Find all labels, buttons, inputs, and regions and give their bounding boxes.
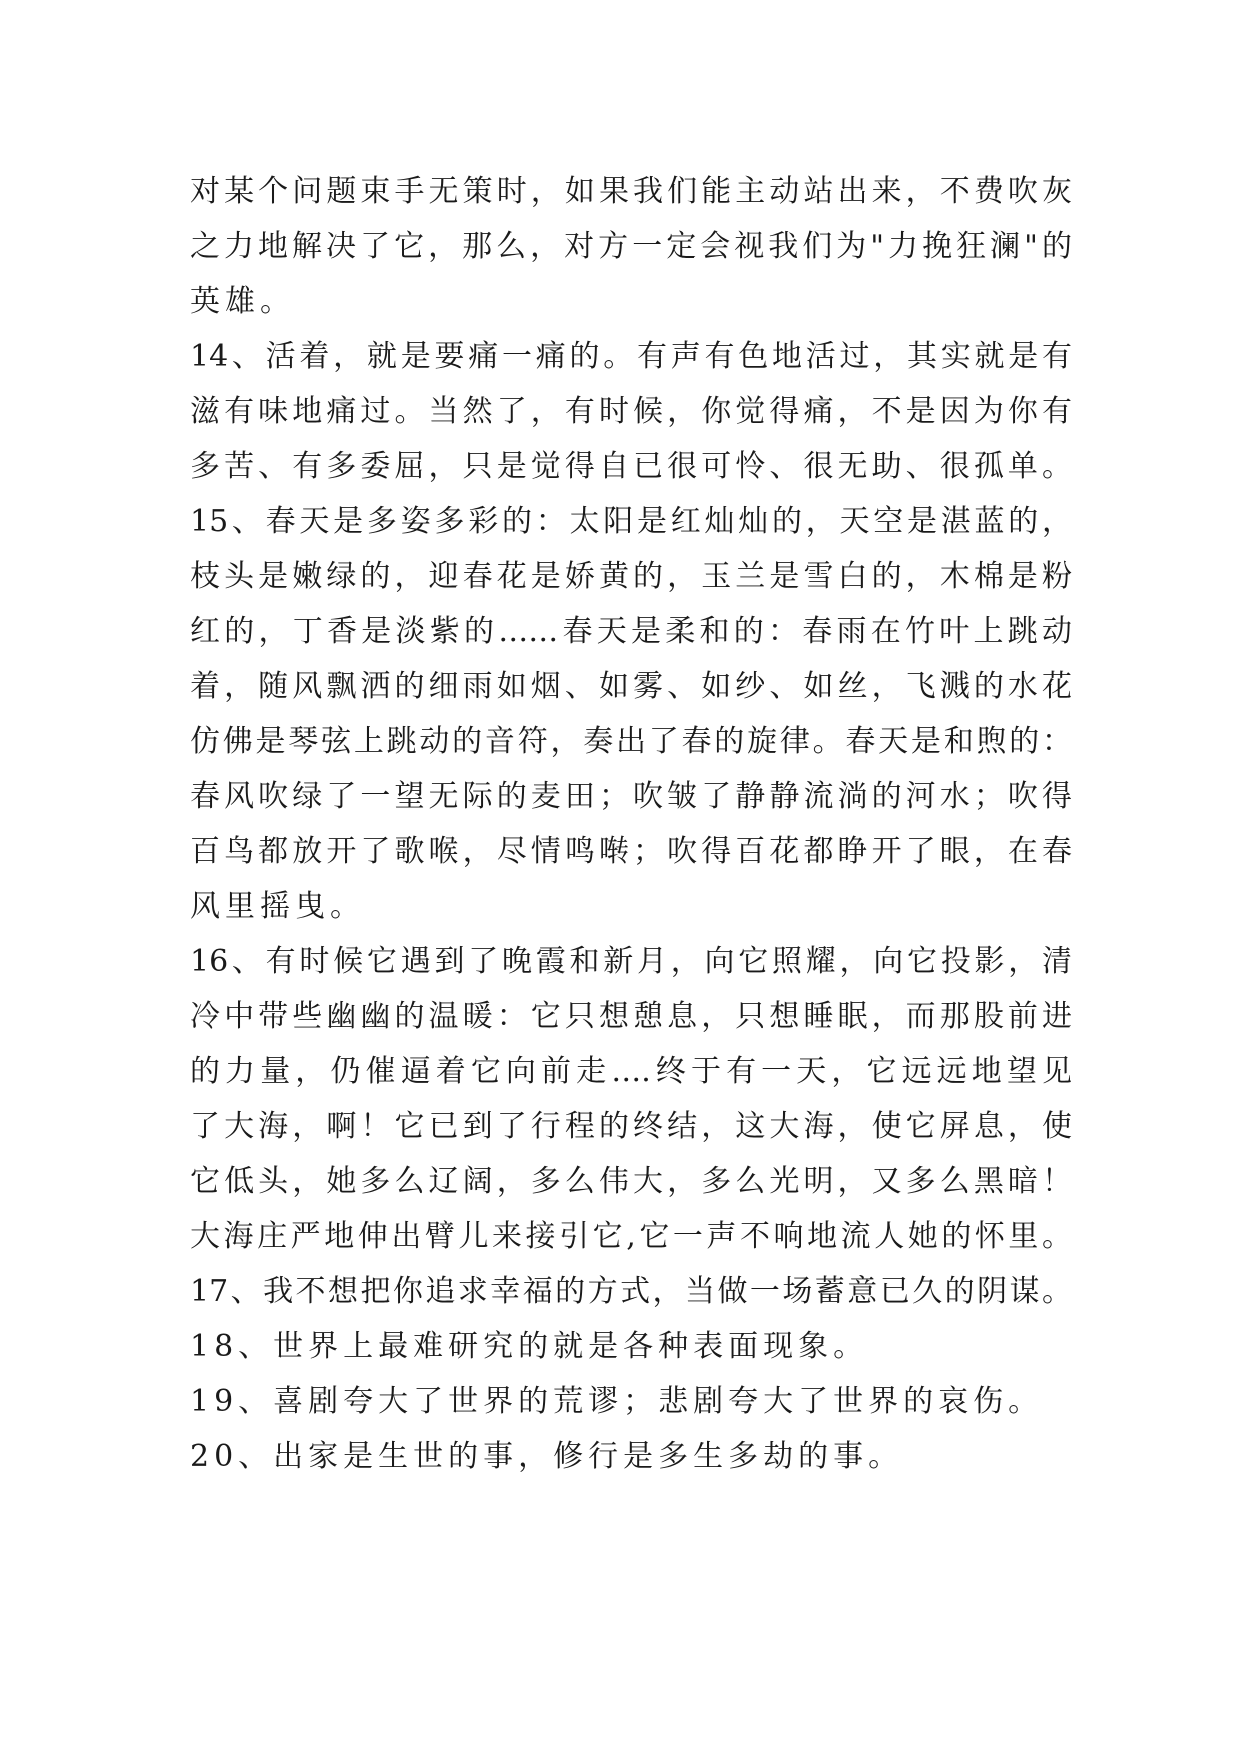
text-line: 17、我不想把你追求幸福的方式，当做一场蓄意已久的阴谋。 [190,1274,1072,1309]
text-line: 对某个问题束手无策时，如果我们能主动站出来，不费吹灰 [190,174,1072,209]
text-line: 14、活着，就是要痛一痛的。有声有色地活过，其实就是有 [190,339,1072,374]
text-line: 红的，丁香是淡紫的……春天是柔和的：春雨在竹叶上跳动 [190,614,1072,649]
text-line: 大海庄严地伸出臂儿来接引它,它一声不响地流人她的怀里。 [190,1219,1072,1254]
text-line: 18、世界上最难研究的就是各种表面现象。 [190,1329,869,1364]
text-line: 着，随风飘洒的细雨如烟、如雾、如纱、如丝，飞溅的水花 [190,669,1072,704]
text-line: 英雄。 [190,284,295,319]
text-line: 仿佛是琴弦上跳动的音符，奏出了春的旋律。春天是和煦的： [190,724,1072,759]
text-line: 冷中带些幽幽的温暖：它只想憩息，只想睡眠，而那股前进 [190,999,1072,1034]
text-line: 它低头，她多么辽阔，多么伟大，多么光明，又多么黑暗！ [190,1164,1072,1199]
text-line: 之力地解决了它，那么，对方一定会视我们为"力挽狂澜"的 [190,229,1072,264]
text-line: 百鸟都放开了歌喉，尽情鸣啭；吹得百花都睁开了眼，在春 [190,834,1072,869]
text-line: 19、喜剧夸大了世界的荒谬；悲剧夸大了世界的哀伤。 [190,1384,1044,1419]
text-line: 滋有味地痛过。当然了，有时候，你觉得痛，不是因为你有 [190,394,1072,429]
text-line: 15、春天是多姿多彩的：太阳是红灿灿的，天空是湛蓝的， [190,504,1072,539]
text-line: 枝头是嫩绿的，迎春花是娇黄的，玉兰是雪白的，木棉是粉 [190,559,1072,594]
text-line: 了大海，啊！它已到了行程的终结，这大海，使它屏息，使 [190,1109,1072,1144]
text-line: 春风吹绿了一望无际的麦田；吹皱了静静流淌的河水；吹得 [190,779,1072,814]
text-line: 16、有时候它遇到了晚霞和新月，向它照耀，向它投影，清 [190,944,1072,979]
text-line: 的力量，仍催逼着它向前走….终于有一天，它远远地望见 [190,1054,1072,1089]
text-line: 多苦、有多委屈，只是觉得自已很可怜、很无助、很孤单。 [190,449,1072,484]
text-line: 风里摇曳。 [190,889,365,924]
text-line: 20、出家是生世的事，修行是多生多劫的事。 [190,1439,904,1474]
